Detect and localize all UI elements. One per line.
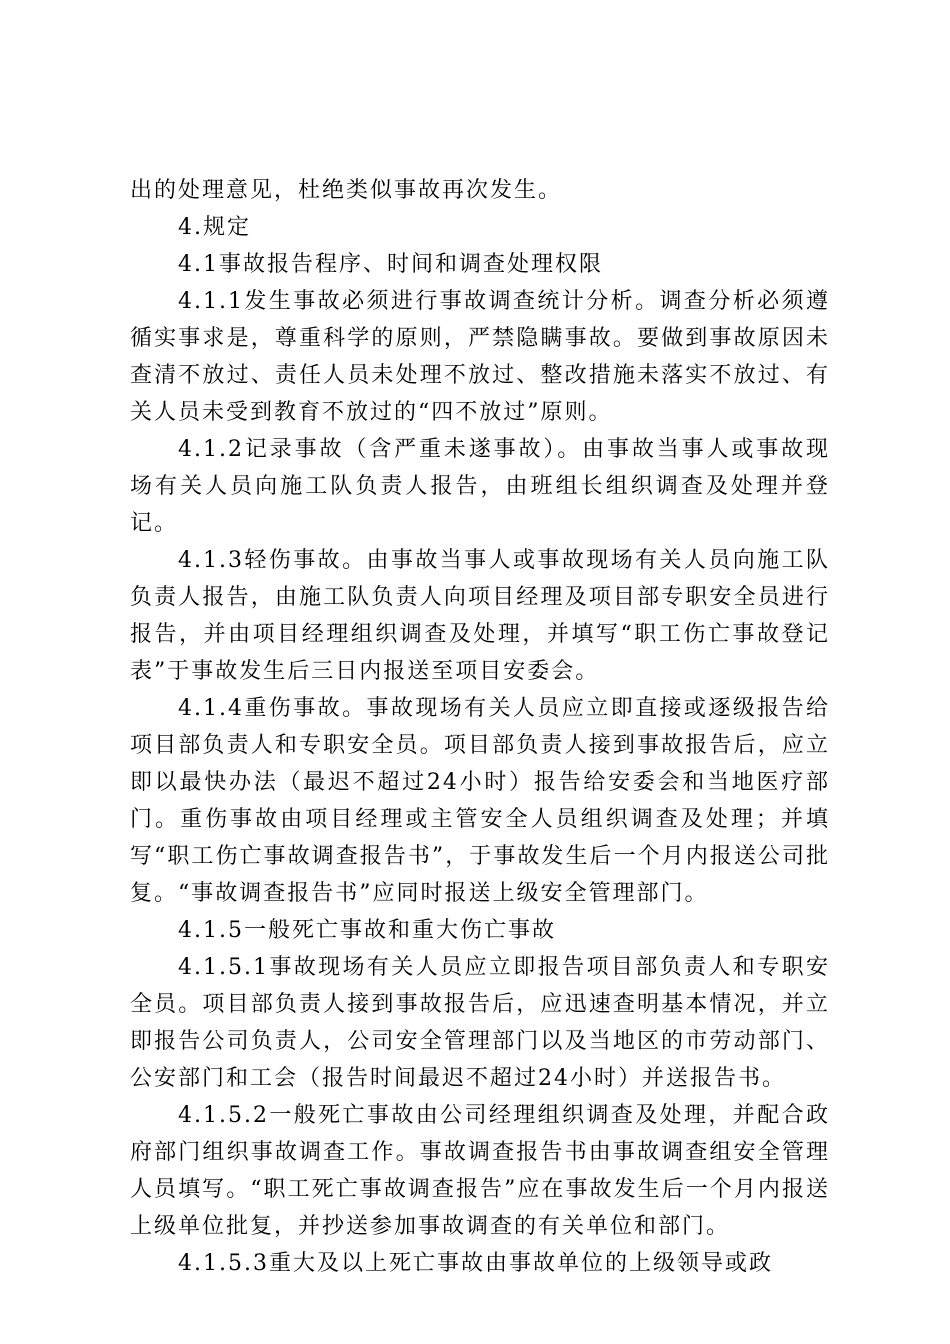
paragraph-2: 4.规定 xyxy=(178,215,251,240)
paragraph-1: 出的处理意见，杜绝类似事故再次发生。 xyxy=(130,178,563,203)
paragraph-7: 4.1.4重伤事故。事故现场有关人员应立即直接或逐级报告给项目部负责人和专职安全员。项目部负责人接到事故报告后，应立即以最快办法（最迟不超过24小时）报告给安委会和当地医疗部门。重伤事故由项目经理或主管安全人员组织调查及处理；并填写“职工伤亡事故调查报告书”，于事故发生后一个月内报送公司批复。“事故调查报告书”应同时报送上级安全管理部门。 xyxy=(130,696,830,906)
paragraph-5: 4.1.2记录事故（含严重未遂事故）。由事故当事人或事故现场有关人员向施工队负责人报告，由班组长组织调查及处理并登记。 xyxy=(130,437,830,536)
paragraph-3: 4.1事故报告程序、时间和调查处理权限 xyxy=(178,252,603,277)
paragraph-9: 4.1.5.1事故现场有关人员应立即报告项目部负责人和专职安全员。项目部负责人接到事故报告后，应迅速查明基本情况，并立即报告公司负责人，公司安全管理部门以及当地区的市劳动部门、公安部门和工会（报告时间最迟不超过24小时）并送报告书。 xyxy=(130,955,830,1091)
paragraph-10: 4.1.5.2一般死亡事故由公司经理组织调查及处理，并配合政府部门组织事故调查工作。事故调查报告书由事故调查组安全管理人员填写。“职工死亡事故调查报告”应在事故发生后一个月内报送上级单位批复，并抄送参加事故调查的有关单位和部门。 xyxy=(130,1103,830,1239)
paragraph-8: 4.1.5一般死亡事故和重大伤亡事故 xyxy=(178,918,556,943)
paragraph-4: 4.1.1发生事故必须进行事故调查统计分析。调查分析必须遵循实事求是，尊重科学的原则，严禁隐瞒事故。要做到事故原因未查清不放过、责任人员未处理不放过、整改措施未落实不放过、有关人员未受到教育不放过的“四不放过”原则。 xyxy=(130,289,830,425)
document-body xyxy=(130,172,830,1282)
paragraph-6: 4.1.3轻伤事故。由事故当事人或事故现场有关人员向施工队负责人报告，由施工队负责人向项目经理及项目部专职安全员进行报告，并由项目经理组织调查及处理，并填写“职工伤亡事故登记表”于事故发生后三日内报送至项目安委会。 xyxy=(130,548,830,684)
paragraph-11: 4.1.5.3重大及以上死亡事故由事故单位的上级领导或政 xyxy=(178,1251,773,1276)
